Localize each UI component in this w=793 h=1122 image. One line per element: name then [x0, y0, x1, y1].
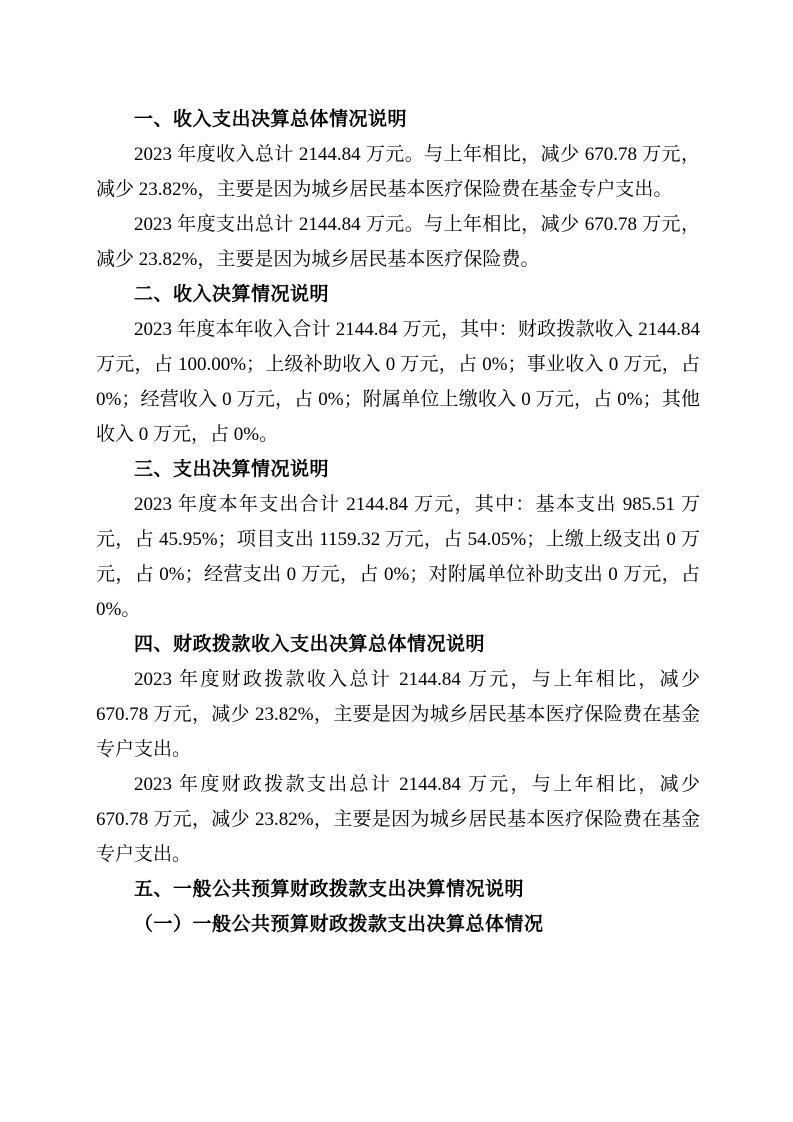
- section-4-paragraph-2: 2023 年度财政拨款支出总计 2144.84 万元，与上年相比，减少 670.78 万元，减少 23.82%，主要是因为城乡居民基本医疗保险费在基金专户支出。: [96, 774, 700, 865]
- section-2-heading: 二、收入决算情况说明: [134, 284, 330, 305]
- section-2-paragraph-1: 2023 年度本年收入合计 2144.84 万元，其中：财政拨款收入 2144.84 万元，占 100.00%；上级补助收入 0 万元，占 0%；事业收入 0 万元，占 0%；经营收入 0 万元，占 0%；附属单位上缴收入 0 万元，占 0%；其他收入 0 万元，占 0%。: [96, 319, 700, 445]
- section-3-heading: 三、支出决算情况说明: [134, 459, 330, 480]
- section-4-paragraph-1: 2023 年度财政拨款收入总计 2144.84 万元，与上年相比，减少 670.78 万元，减少 23.82%，主要是因为城乡居民基本医疗保险费在基金专户支出。: [96, 669, 700, 760]
- section-1-paragraph-2: 2023 年度支出总计 2144.84 万元。与上年相比，减少 670.78 万元，减少 23.82%，主要是因为城乡居民基本医疗保险费。: [96, 214, 700, 270]
- section-1-paragraph-1: 2023 年度收入总计 2144.84 万元。与上年相比，减少 670.78 万元，减少 23.82%，主要是因为城乡居民基本医疗保险费在基金专户支出。: [96, 144, 700, 200]
- document-content: [96, 102, 700, 942]
- section-4-heading: 四、财政拨款收入支出决算总体情况说明: [134, 634, 486, 655]
- section-1-heading: 一、收入支出决算总体情况说明: [134, 109, 408, 130]
- section-5-heading: 五、一般公共预算财政拨款支出决算情况说明: [134, 879, 525, 900]
- section-5-subheading-1: （一）一般公共预算财政拨款支出决算总体情况: [134, 914, 544, 935]
- section-3-paragraph-1: 2023 年度本年支出合计 2144.84 万元，其中：基本支出 985.51 万元，占 45.95%；项目支出 1159.32 万元，占 54.05%；上缴上级支出 0 万元，占 0%；经营支出 0 万元，占 0%；对附属单位补助支出 0 万元，占 0%。: [96, 494, 700, 620]
